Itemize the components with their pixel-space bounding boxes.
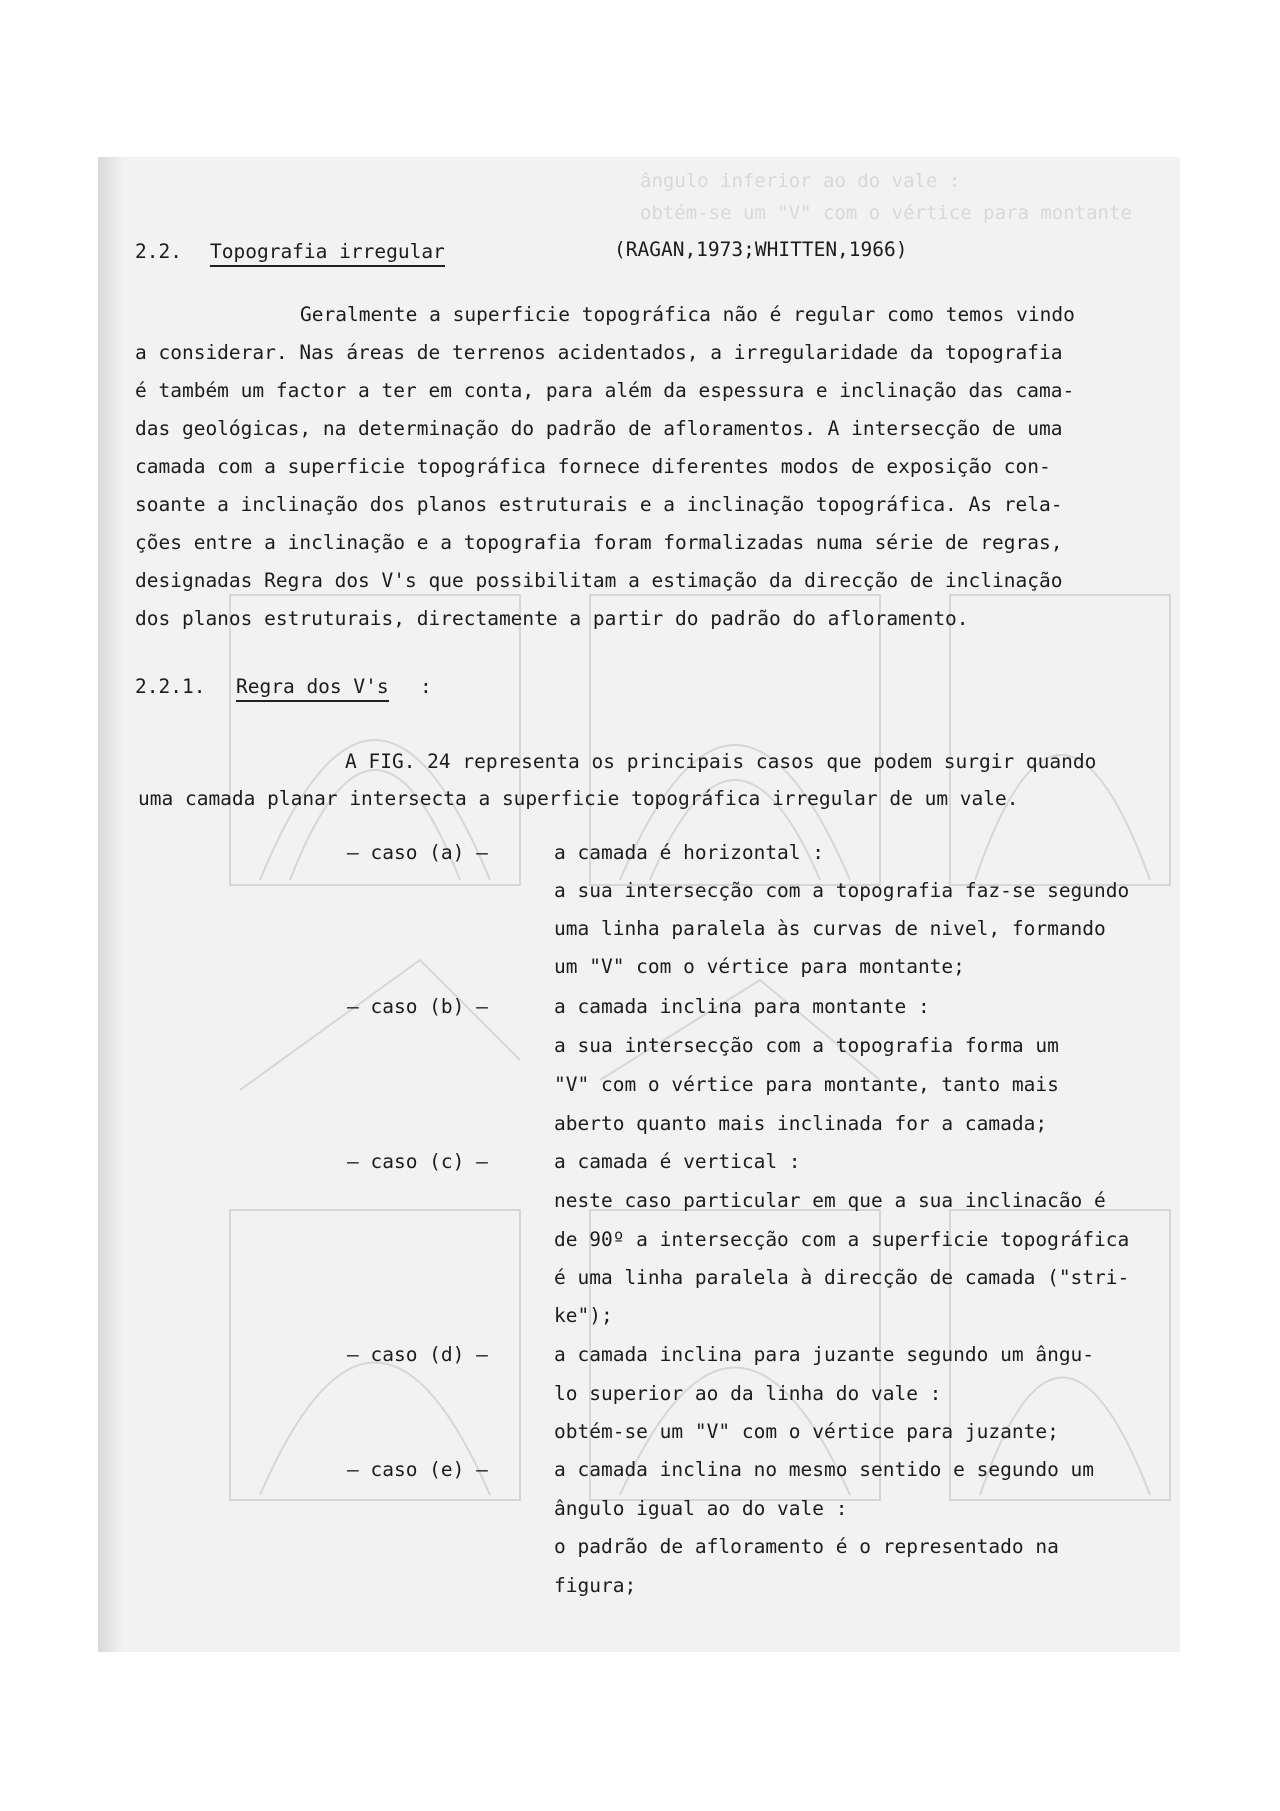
paragraph-line: dos planos estruturais, directamente a partir do padrão do afloramento.: [135, 607, 969, 630]
subsection-colon: :: [420, 675, 432, 698]
case-d-label: — caso (d) —: [347, 1343, 488, 1366]
subsection-title: Regra dos V's: [236, 677, 389, 702]
case-b-line: a camada inclina para montante :: [554, 995, 930, 1018]
case-e-label: — caso (e) —: [347, 1458, 488, 1481]
ghost-text-line-1: ângulo inferior ao do vale :: [640, 170, 961, 192]
case-b-label: — caso (b) —: [347, 995, 488, 1018]
ghost-curve-5: [975, 755, 1150, 880]
case-d-line: a camada inclina para juzante segundo um ângu-: [554, 1343, 1095, 1366]
case-b-line: aberto quanto mais inclinada for a camada;: [554, 1112, 1048, 1135]
paragraph-line: designadas Regra dos V's que possibilitam a estimação da direcção de inclinação: [135, 569, 1063, 592]
case-d-line: lo superior ao da linha do vale :: [554, 1382, 942, 1405]
paragraph-line: A FIG. 24 representa os principais casos que podem surgir quando: [345, 750, 1097, 773]
ghost-text-line-2: obtém-se um "V" com o vértice para montante: [640, 202, 1132, 224]
case-a-line: um "V" com o vértice para montante;: [554, 955, 965, 978]
section-reference: (RAGAN,1973;WHITTEN,1966): [614, 238, 908, 261]
paragraph-line: é também um factor a ter em conta, para além da espessura e inclinação das cama-: [135, 379, 1075, 402]
case-b-line: a sua intersecção com a topografia forma um: [554, 1034, 1059, 1057]
case-e-line: o padrão de afloramento é o representado na: [554, 1535, 1059, 1558]
case-a-line: a sua intersecção com a topografia faz-se segundo: [554, 879, 1130, 902]
case-c-label: — caso (c) —: [347, 1150, 488, 1173]
section-title: Topografia irregular: [210, 242, 445, 267]
ghost-block-1: [240, 960, 520, 1090]
section-number: 2.2.: [135, 240, 182, 263]
case-c-line: a camada é vertical :: [554, 1150, 801, 1173]
case-d-line: obtém-se um "V" com o vértice para juzante;: [554, 1420, 1059, 1443]
case-a-label: — caso (a) —: [347, 841, 488, 864]
case-e-line: ângulo igual ao do vale :: [554, 1497, 848, 1520]
paragraph-line: camada com a superficie topográfica fornece diferentes modos de exposição con-: [135, 455, 1051, 478]
paragraph-line: ções entre a inclinação e a topografia foram formalizadas numa série de regras,: [135, 531, 1063, 554]
case-a-line: uma linha paralela às curvas de nivel, formando: [554, 917, 1106, 940]
case-c-line: de 90º a intersecção com a superficie topográfica: [554, 1228, 1130, 1251]
case-c-line: é uma linha paralela à direcção de camada ("stri-: [554, 1266, 1130, 1289]
case-a-line: a camada é horizontal :: [554, 841, 825, 864]
case-e-line: a camada inclina no mesmo sentido e segundo um: [554, 1458, 1095, 1481]
paragraph-line: a considerar. Nas áreas de terrenos acidentados, a irregularidade da topografia: [135, 341, 1063, 364]
case-e-line: figura;: [554, 1574, 637, 1597]
paragraph-line: Geralmente a superficie topográfica não é regular como temos vindo: [300, 303, 1075, 326]
paragraph-line: uma camada planar intersecta a superficie topográfica irregular de um vale.: [138, 787, 1019, 810]
subsection-number: 2.2.1.: [135, 675, 206, 698]
case-b-line: "V" com o vértice para montante, tanto mais: [554, 1073, 1059, 1096]
paragraph-line: soante a inclinação dos planos estruturais e a inclinação topográfica. As rela-: [135, 493, 1063, 516]
case-c-line: ke");: [554, 1304, 613, 1327]
ghost-panel-c: [950, 595, 1170, 885]
case-c-line: neste caso particular em que a sua inclinacão é: [554, 1189, 1106, 1212]
paragraph-line: das geológicas, na determinação do padrão de afloramentos. A intersecção de uma: [135, 417, 1063, 440]
